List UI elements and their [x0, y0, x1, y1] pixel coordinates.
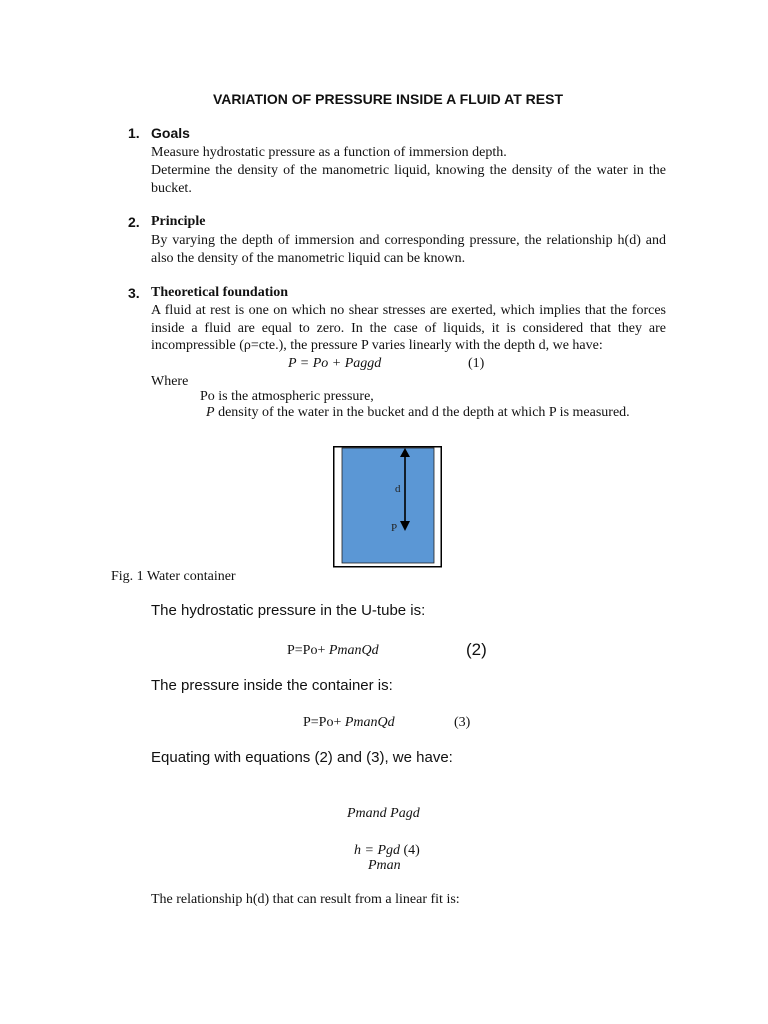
equation-2: [287, 642, 379, 660]
utube-text: The hydrostatic pressure in the U-tube is:: [151, 602, 426, 619]
equation-4-term: h = Pgd: [354, 843, 400, 858]
water-body: [342, 448, 434, 563]
section-3-text: A fluid at rest is one on which no shear stresses are exerted, which implies that the forces inside a fluid are equal to zero. In the case of liquids, it is considered that they are incompressible (ρ=cte.), the pressure P varies linearly with the depth d, we have:: [151, 303, 666, 353]
equation-3-term: PmanQd: [344, 715, 395, 730]
figure-caption: Fig. 1 Water container: [111, 569, 236, 584]
section-2-text: By varying the depth of immersion and corresponding pressure, the relationship h(d) and also the density of the manometric liquid can be known.: [151, 233, 666, 266]
equation-3-number: (3): [454, 715, 471, 730]
section-1-number: 1.: [128, 125, 140, 141]
equation-3: [303, 714, 395, 732]
linear-fit-text: The relationship h(d) that can result from a linear fit is:: [151, 892, 460, 907]
where-item-1: Po is the atmospheric pressure,: [200, 389, 374, 404]
depth-label: d: [395, 483, 401, 495]
equation-4-denominator: Pman: [368, 858, 401, 873]
page-title: VARIATION OF PRESSURE INSIDE A FLUID AT REST: [212, 91, 563, 107]
equation-4-number: (4): [403, 843, 420, 858]
equation-2-term: PmanQd: [328, 643, 379, 658]
equation-pmand: Pmand Pagd: [347, 806, 420, 821]
equation-3-prefix: P=Po+: [303, 715, 345, 730]
pressure-label: P: [391, 522, 398, 534]
section-1-line-2: Determine the density of the manometric liquid, knowing the density of the water in the bucket.: [151, 163, 666, 196]
container-text: The pressure inside the container is:: [151, 677, 393, 694]
section-2-heading: Principle: [151, 214, 206, 229]
where-item-2-text: density of the water in the bucket and d the depth at which P is measured.: [218, 405, 630, 420]
equation-1-number: (1): [468, 356, 485, 371]
equation-2-number: (2): [466, 640, 487, 659]
equation-2-prefix: P=Po+: [287, 643, 329, 658]
section-3-number: 3.: [128, 285, 140, 301]
equation-1: P = Po + Paggd: [288, 356, 382, 371]
section-3-heading: Theoretical foundation: [151, 285, 289, 300]
where-item-2: [206, 404, 630, 422]
section-1-line-1: Measure hydrostatic pressure as a function of immersion depth.: [151, 145, 507, 160]
section-1-heading: Goals: [151, 125, 190, 141]
water-container-figure: [333, 446, 443, 570]
equating-text: Equating with equations (2) and (3), we have:: [151, 749, 453, 766]
density-symbol: P: [206, 405, 215, 420]
where-label: Where: [151, 374, 189, 389]
section-2-number: 2.: [128, 214, 140, 230]
